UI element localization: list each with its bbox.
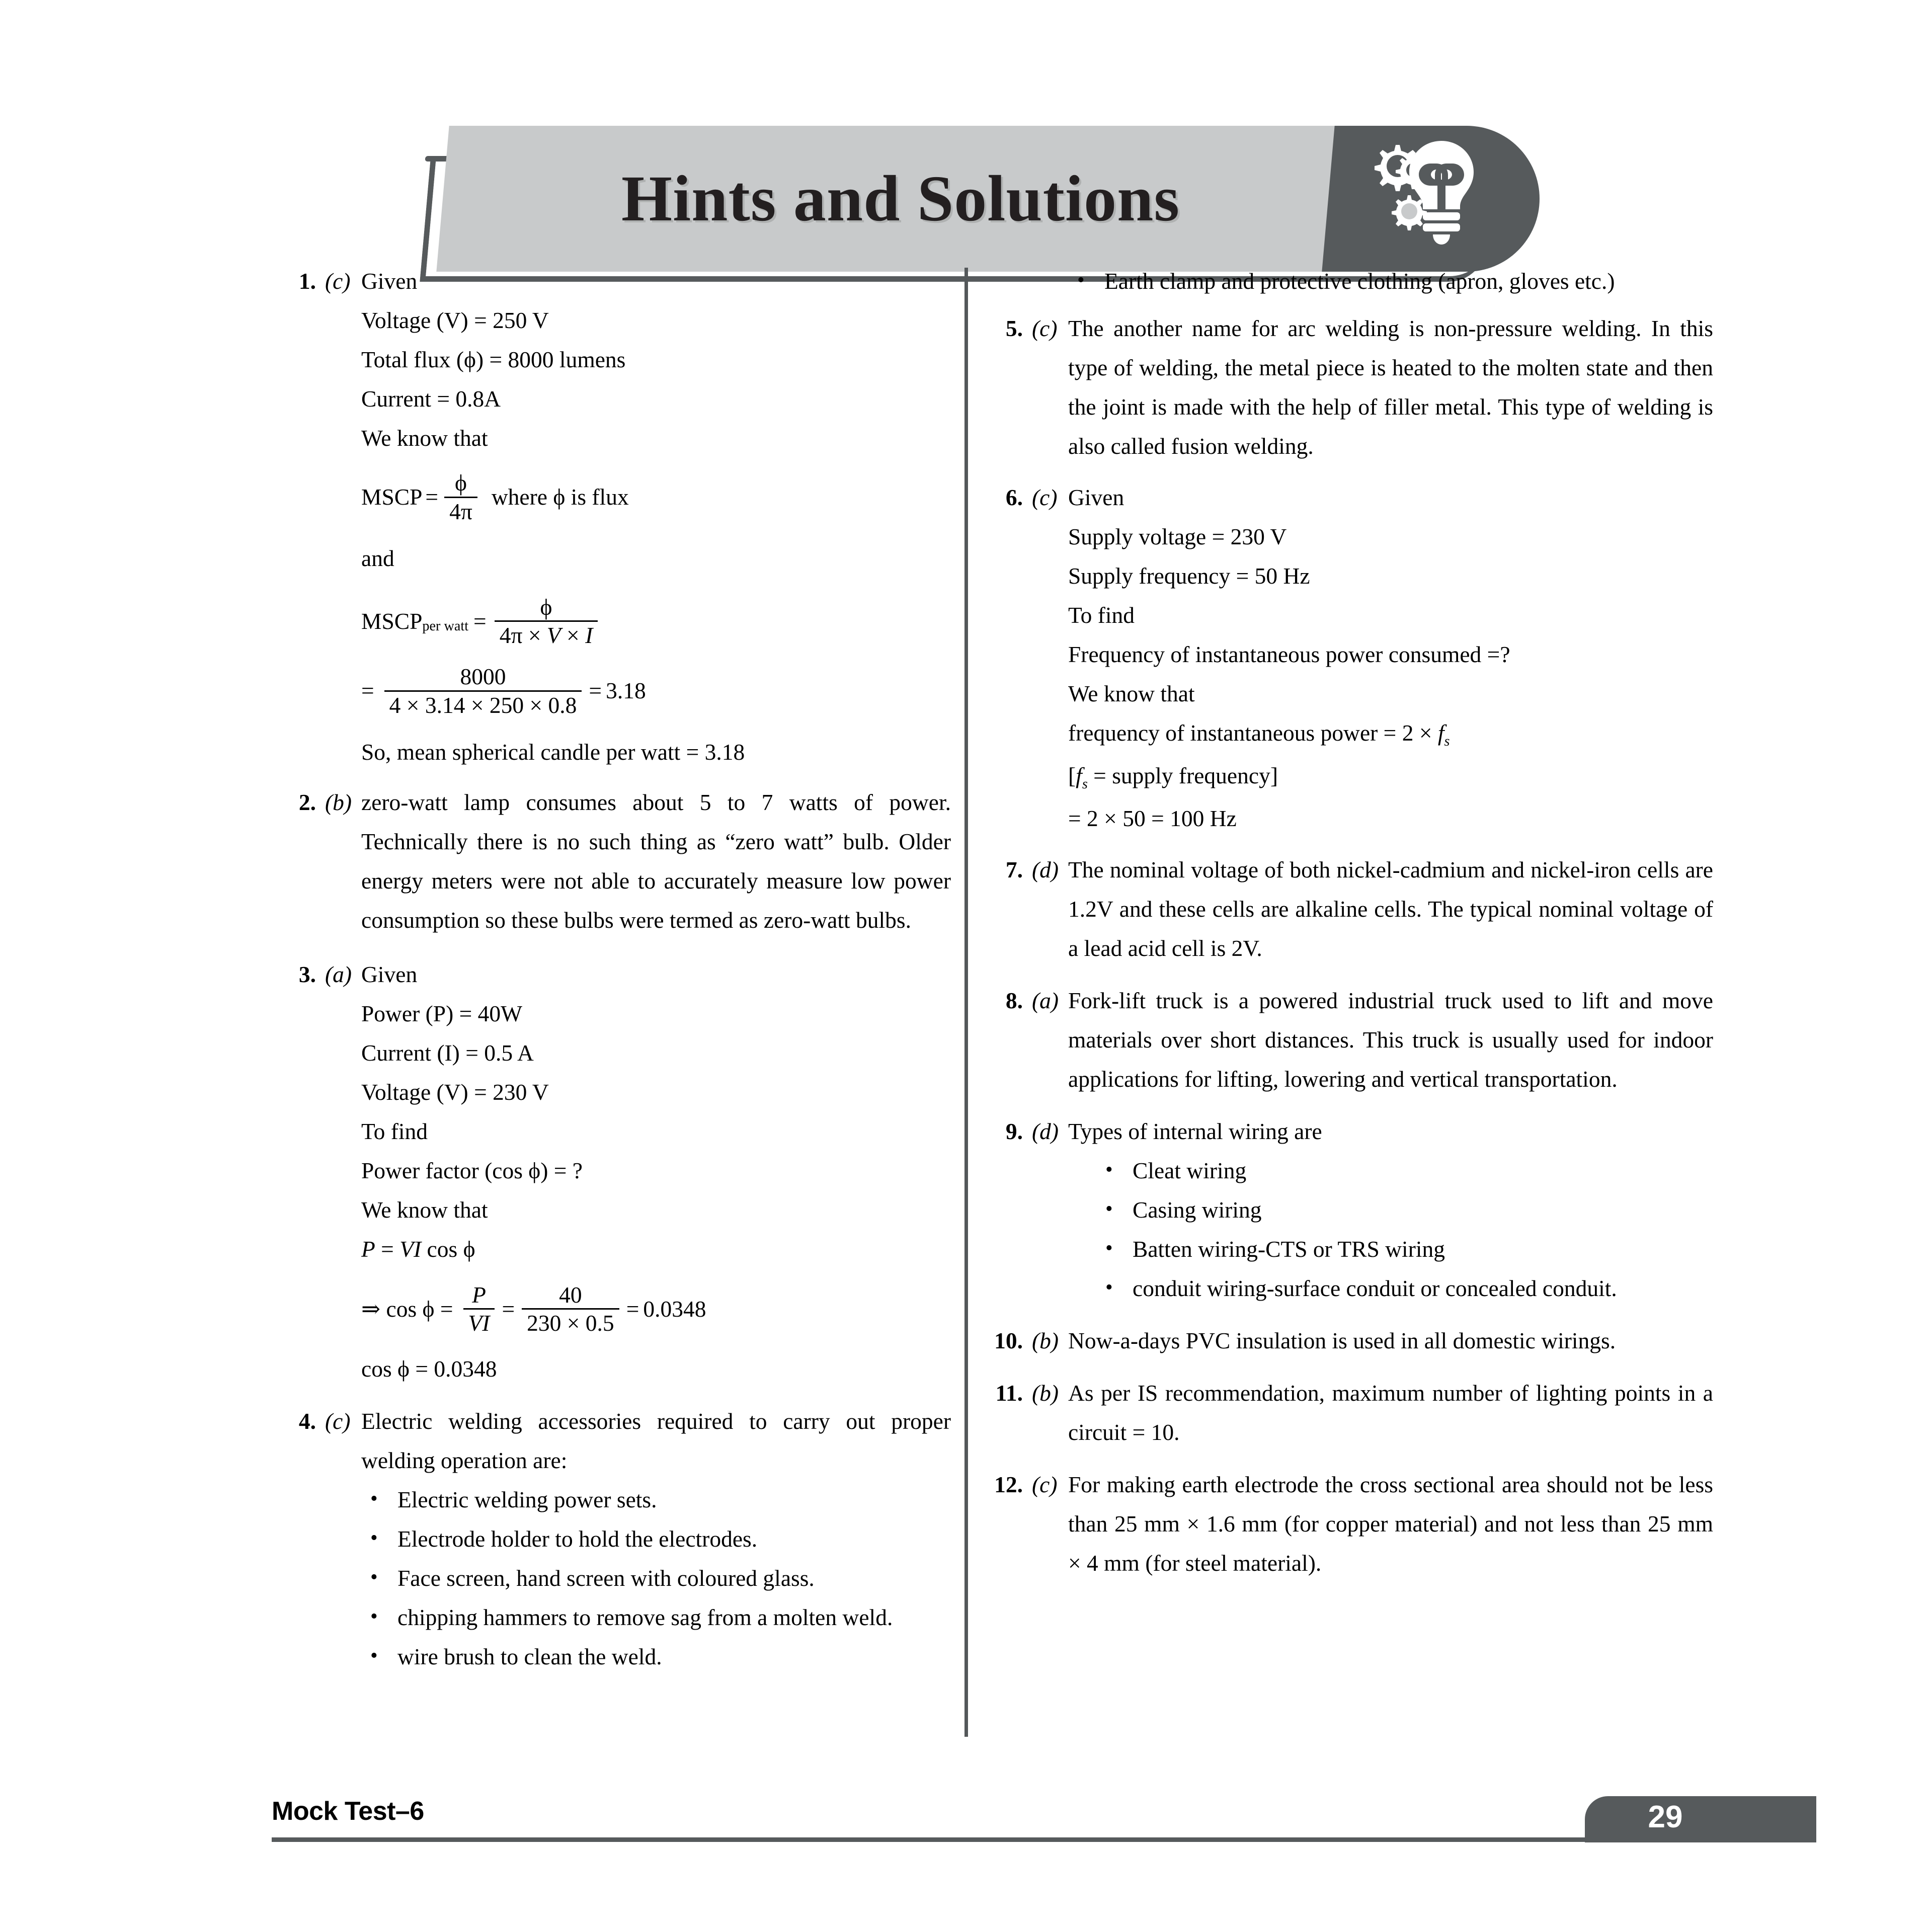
bracket-prefix: [ [1068,763,1076,788]
solution-item-9 [994,1112,1713,1308]
fraction [495,595,598,648]
equation-equals: = [502,1296,515,1322]
fraction-numerator: ϕ [540,594,552,620]
item-number: 10. [994,1328,1023,1353]
fraction-numerator: 40 [559,1281,582,1308]
fraction-denominator [495,620,598,648]
equation-result: 3.18 [606,678,646,704]
footer-rule [272,1837,1615,1842]
item-body: Now-a-days PVC insulation is used in all domestic wirings. [1068,1328,1616,1353]
item-option: (b) [1032,1328,1059,1353]
formula-subscript: s [1082,776,1088,792]
text-line: Total flux (ϕ) = 8000 lumens [361,347,626,372]
frequency-bracket-line [1068,756,1713,799]
list-item: • Cleat wiring [1068,1151,1713,1190]
text-line: Frequency of instantaneous power consumed =? [1068,641,1510,667]
item-body [361,955,951,1389]
den-part: × [560,622,586,649]
bullet-list [361,1480,951,1676]
item-option: (d) [1032,857,1059,882]
equation-result: 0.0348 [643,1296,706,1322]
solution-item-12 [994,1465,1713,1583]
text-line: Supply frequency = 50 Hz [1068,563,1310,589]
text-line: Current (I) = 0.5 A [361,1039,534,1066]
equation-cos-phi [361,1283,951,1336]
solution-item-5 [994,309,1713,466]
formula-line: P = VI cos ϕ [361,1236,475,1262]
equation-lhs: MSCP [361,608,423,634]
fraction-denominator: 4 × 3.14 × 250 × 0.8 [384,690,582,717]
equation-equals: = [425,484,439,510]
item-body: zero-watt lamp consumes about 5 to 7 watts of power. Technically there is no such thing as “zero watt” bulb. Older energy meters were not able to accurately measure low power consumption so these bulbs were termed as zero-watt bulbs. [361,789,951,933]
fraction-denominator: VI [463,1308,495,1335]
item-number: 5. [1005,315,1023,341]
item-option: (c) [1032,1472,1058,1497]
item-body [1068,262,1713,301]
lightbulb-gears-icon [1358,136,1499,262]
text-line: Given [361,961,418,987]
fraction [444,471,477,524]
page-number: 29 [1648,1800,1683,1834]
solution-item-10 [994,1321,1713,1360]
text-line: Current = 0.8A [361,386,501,412]
solution-item-2 [287,783,951,940]
list-item: • Batten wiring-CTS or TRS wiring [1068,1230,1713,1269]
item-option: (c) [325,268,351,294]
formula-symbol: f [1076,763,1082,788]
page-footer [0,1791,1932,1892]
solution-item-6 [994,478,1713,838]
fraction-numerator: 8000 [460,664,506,690]
formula-prefix: frequency of instantaneous power = 2 × [1068,720,1438,746]
page-header-banner [0,60,1932,236]
equation-equals: = [473,608,487,634]
item-body: The another name for arc welding is non-pressure welding. In this type of welding, the metal piece is heated to the molten state and then the joint is made with the help of filler metal. This type of welding is also called fusion welding. [1068,315,1713,459]
solution-item-7 [994,850,1713,968]
item-number: 6. [1005,485,1023,510]
solution-item-4 [287,1402,951,1676]
and-label: and [361,545,394,571]
solution-item-8 [994,981,1713,1099]
page-title: Hints and Solutions [621,163,1180,235]
text-line: Voltage (V) = 250 V [361,307,549,333]
list-item: • Electric welding power sets. [361,1480,951,1519]
item-body [361,1402,951,1676]
item-number: 12. [994,1472,1023,1497]
text-line: To find [361,1118,428,1144]
equation-tail: where ϕ is flux [491,484,629,510]
item-option: (b) [325,789,352,815]
item-option: (a) [1032,988,1059,1013]
item-option: (a) [325,961,352,987]
solutions-body [0,262,1932,1761]
item-body [361,262,951,772]
text-line: Given [361,268,418,294]
item-body: As per IS recommendation, maximum number of lighting points in a circuit = 10. [1068,1380,1713,1445]
fraction-denominator: 230 × 0.5 [522,1308,619,1335]
formula-subscript: s [1444,734,1450,750]
item-body [1068,1112,1713,1308]
fraction-p-over-vi [463,1283,495,1336]
text-line: Given [1068,485,1124,510]
column-divider [964,268,968,1737]
text-line: We know that [361,1196,488,1223]
footer-test-label: Mock Test–6 [272,1797,424,1826]
equation-result-equals: = [626,1296,639,1322]
list-item: • wire brush to clean the weld. [361,1637,951,1676]
fraction-numerator: P [472,1281,486,1308]
list-item: • Earth clamp and protective clothing (apron, gloves etc.) [1068,262,1713,301]
conclusion-line: cos ϕ = 0.0348 [361,1356,497,1382]
equation-lhs: MSCP [361,484,423,510]
bullet-list [1068,1151,1713,1308]
item-number: 11. [995,1380,1023,1406]
item-option: (c) [1032,485,1058,510]
list-item: • Electrode holder to hold the electrodes. [361,1519,951,1559]
fraction-denominator: 4π [444,497,477,524]
item-number: 8. [1005,988,1023,1013]
den-part: I [585,622,593,649]
item-body: The nominal voltage of both nickel-cadmium and nickel-iron cells are 1.2V and these cells are alkaline cells. The typical nominal voltage of a lead acid cell is 2V. [1068,857,1713,961]
fraction-numerator: ϕ [454,470,467,496]
list-item: • conduit wiring-surface conduit or concealed conduit. [1068,1269,1713,1308]
fraction [384,665,582,717]
formula-symbol: f [1437,720,1444,746]
item-body: Fork-lift truck is a powered industrial truck used to lift and move materials over short distances. This truck is usually used for indoor applications for lifting, lowering and vertical transportation. [1068,988,1713,1092]
list-item: • Face screen, hand screen with coloured glass. [361,1559,951,1598]
frequency-formula-line [1068,713,1713,756]
item-option: (b) [1032,1380,1059,1406]
solution-item-1 [287,262,951,772]
equation-lhs-subscript: per watt [422,618,469,634]
equation-mscp-per-watt [361,595,951,648]
text-line: Power (P) = 40W [361,1000,523,1026]
item-number: 2. [298,789,316,815]
item-intro: Electric welding accessories required to carry out proper welding operation are: [361,1408,951,1474]
conclusion-line: So, mean spherical candle per watt = 3.18 [361,739,745,765]
result-line: = 2 × 50 = 100 Hz [1068,806,1237,831]
text-line: Power factor (cos ϕ) = ? [361,1157,583,1183]
text-line: We know that [1068,681,1195,706]
item-number: 1. [298,268,316,294]
item-number: 7. [1005,857,1023,882]
list-item: • Casing wiring [1068,1190,1713,1230]
item-option: (c) [1032,315,1058,341]
item-body: For making earth electrode the cross sectional area should not be less than 25 mm × 1.6 mm (for copper material) and not less than 25 mm × 4 mm (for steel material). [1068,1472,1713,1576]
solution-item-3 [287,955,951,1389]
equation-equals: = [361,678,374,704]
solution-item-11 [994,1374,1713,1452]
equation-lead: ⇒ cos ϕ = [361,1296,453,1322]
item-body [1068,478,1713,838]
left-column [287,262,951,1683]
item-number: 4. [298,1408,316,1434]
equation-mscp [361,471,951,524]
den-part: 4π × [499,622,547,649]
text-line: Voltage (V) = 230 V [361,1079,549,1105]
continued-bullet-block [994,262,1713,301]
text-line: Supply voltage = 230 V [1068,524,1287,549]
bullet-list [1068,262,1713,301]
item-number: 3. [298,961,316,987]
equation-result-equals: = [589,678,602,704]
bracket-suffix: = supply frequency] [1087,763,1278,788]
item-option: (d) [1032,1118,1059,1144]
right-column [994,262,1713,1590]
equation-numeric [361,665,951,717]
item-option: (c) [325,1408,351,1434]
text-line: We know that [361,425,488,451]
den-part: V [546,622,561,649]
fraction-numeric [522,1283,619,1336]
item-intro: Types of internal wiring are [1068,1118,1322,1144]
list-item: • chipping hammers to remove sag from a molten weld. [361,1598,951,1637]
item-number: 9. [1005,1118,1023,1144]
text-line: To find [1068,602,1135,628]
